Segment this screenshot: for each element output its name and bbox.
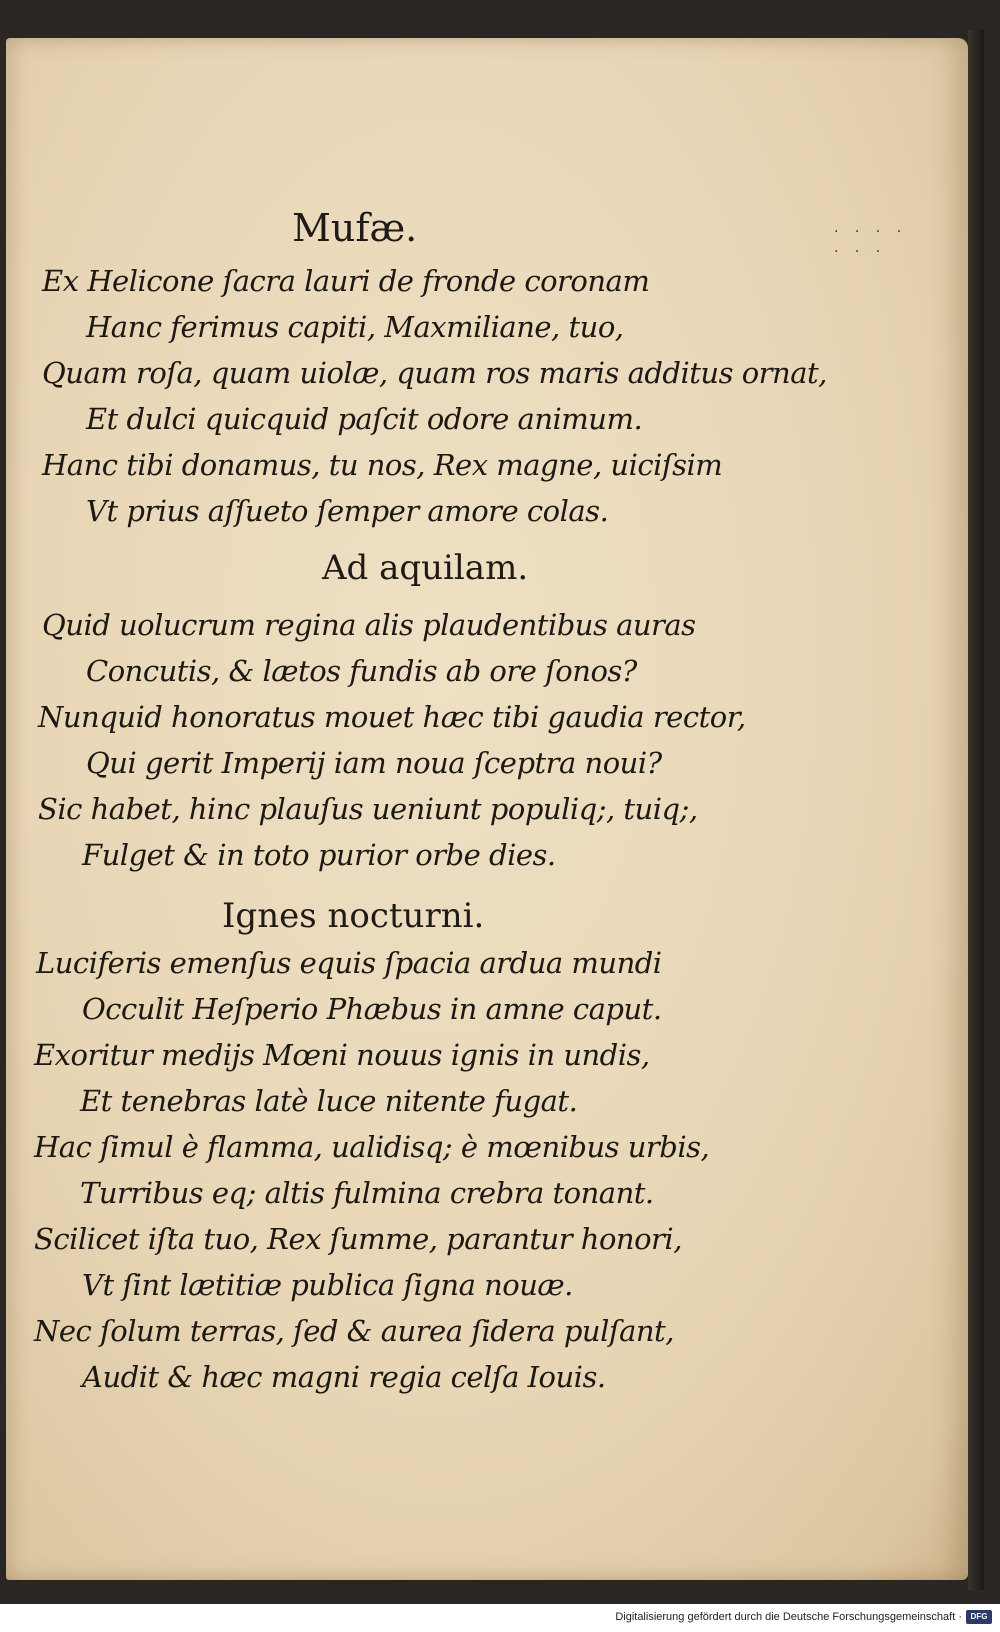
footer-credit: Digitalisierung gefördert durch die Deutsche Forschungsgemeinschaft · [615, 1611, 962, 1623]
verse-line: Nec ſolum terras, ſed & aurea ſidera pulſant, [34, 1314, 674, 1348]
verse-line: Occulit Heſperio Phæbus in amne caput. [82, 992, 662, 1026]
verse-line: Et tenebras latè luce nitente fugat. [80, 1084, 578, 1118]
section-title-ad-aquilam: Ad aquilam. [322, 548, 529, 588]
book-page [6, 38, 968, 1580]
verse-line: Quam roſa, quam uiolæ, quam ros maris additus ornat, [42, 356, 827, 390]
verse-line: Nunquid honoratus mouet hæc tibi gaudia rector, [38, 700, 746, 734]
verse-line: Audit & hæc magni regia celſa Iouis. [82, 1360, 606, 1394]
dfg-logo: DFG [966, 1610, 992, 1624]
verse-line: Hac ſimul è flamma, ualidisq; è mœnibus urbis, [34, 1130, 710, 1164]
verse-line: Hanc ferimus capiti, Maxmiliane, tuo, [86, 310, 624, 344]
margin-marks: · · · · · · · [834, 224, 908, 260]
verse-line: Et dulci quicquid paſcit odore animum. [86, 402, 643, 436]
verse-line: Concutis, & lætos fundis ab ore ſonos? [86, 654, 637, 688]
verse-line: Ex Helicone ſacra lauri de fronde coronam [42, 264, 650, 298]
verse-line: Vt prius aſſueto ſemper amore colas. [86, 494, 609, 528]
section-title-ignes-nocturni: Ignes nocturni. [222, 896, 485, 936]
verse-line: Fulget & in toto purior orbe dies. [82, 838, 556, 872]
verse-line: Exoritur medijs Mœni nouus ignis in undis, [34, 1038, 650, 1072]
section-title-musae: Mufæ. [292, 206, 418, 250]
verse-line: Scilicet iſta tuo, Rex ſumme, parantur honori, [34, 1222, 682, 1256]
verse-line: Quid uolucrum regina alis plaudentibus auras [42, 608, 696, 642]
verse-line: Luciferis emenſus equis ſpacia ardua mundi [36, 946, 662, 980]
digitization-footer [0, 1604, 1000, 1632]
verse-line: Vt ſint lætitiæ publica ſigna nouæ. [82, 1268, 573, 1302]
verse-line: Hanc tibi donamus, tu nos, Rex magne, uiciſsim [42, 448, 723, 482]
verse-line: Qui gerit Imperij iam noua ſceptra noui? [86, 746, 662, 780]
verse-line: Sic habet, hinc plauſus ueniunt populiq;, tuiq;, [38, 792, 698, 826]
verse-line: Turribus eq; altis fulmina crebra tonant. [80, 1176, 654, 1210]
binding-edge [968, 30, 984, 1590]
